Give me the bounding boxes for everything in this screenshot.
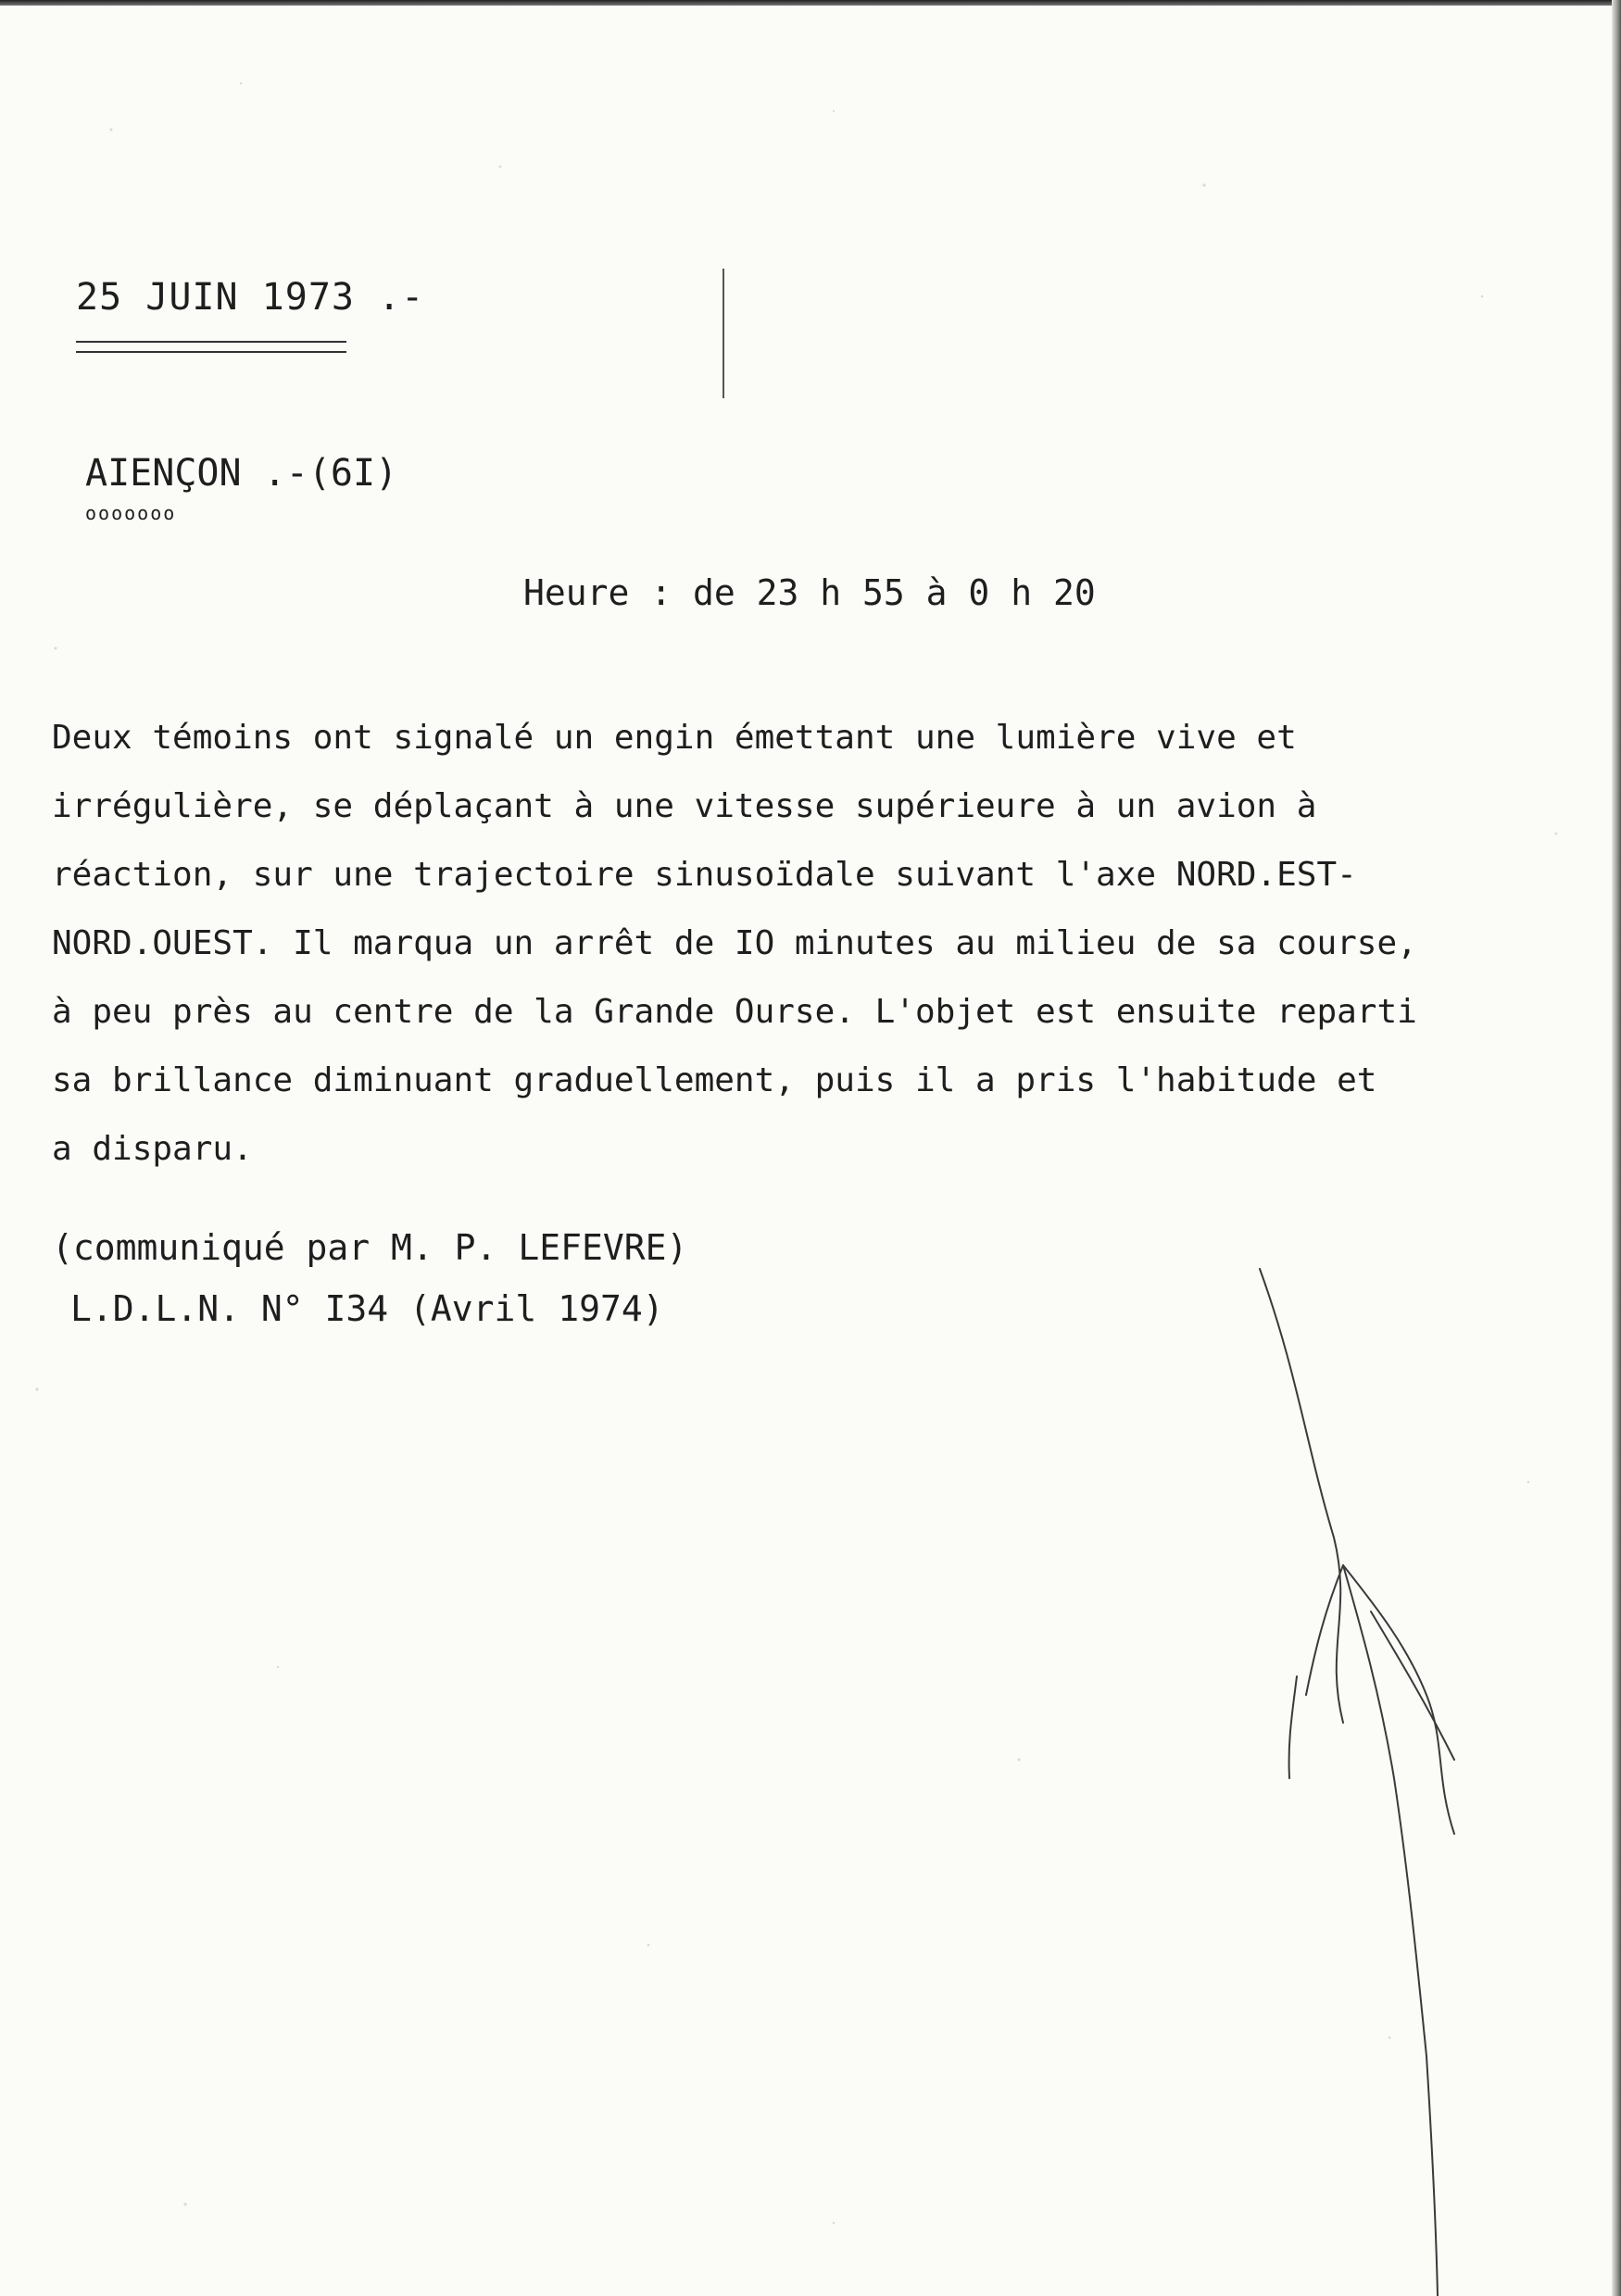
body-line: réaction, sur une trajectoire sinusoïdale suivant l'axe NORD.EST- xyxy=(52,856,1357,894)
source-reference: L.D.L.N. N° I34 (Avril 1974) xyxy=(70,1288,664,1329)
source-communicated: (communiqué par M. P. LEFEVRE) xyxy=(52,1227,688,1268)
location-underline-dots: ooooooo xyxy=(85,502,177,524)
report-source xyxy=(52,1217,687,1339)
body-line: irrégulière, se déplaçant à une vitesse supérieure à un avion à xyxy=(52,787,1317,825)
report-location: AIENÇON .-(6I) xyxy=(85,452,398,495)
body-line: NORD.OUEST. Il marqua un arrêt de IO minutes au milieu de sa course, xyxy=(52,924,1417,962)
body-line: a disparu. xyxy=(52,1130,253,1168)
body-line: Deux témoins ont signalé un engin émettant une lumière vive et xyxy=(52,719,1297,757)
pen-scribble xyxy=(1241,1260,1538,2296)
scan-edge-top xyxy=(0,0,1621,6)
body-line: à peu près au centre de la Grande Ourse. L'objet est ensuite reparti xyxy=(52,993,1417,1031)
report-time: Heure : de 23 h 55 à 0 h 20 xyxy=(523,572,1096,613)
date-underline xyxy=(76,341,346,353)
report-date: 25 JUIN 1973 .- xyxy=(76,276,425,319)
report-body xyxy=(52,704,1571,1184)
body-line: sa brillance diminuant graduellement, puis il a pris l'habitude et xyxy=(52,1061,1377,1099)
scan-edge-right xyxy=(1612,0,1621,2296)
fold-mark xyxy=(723,269,724,398)
